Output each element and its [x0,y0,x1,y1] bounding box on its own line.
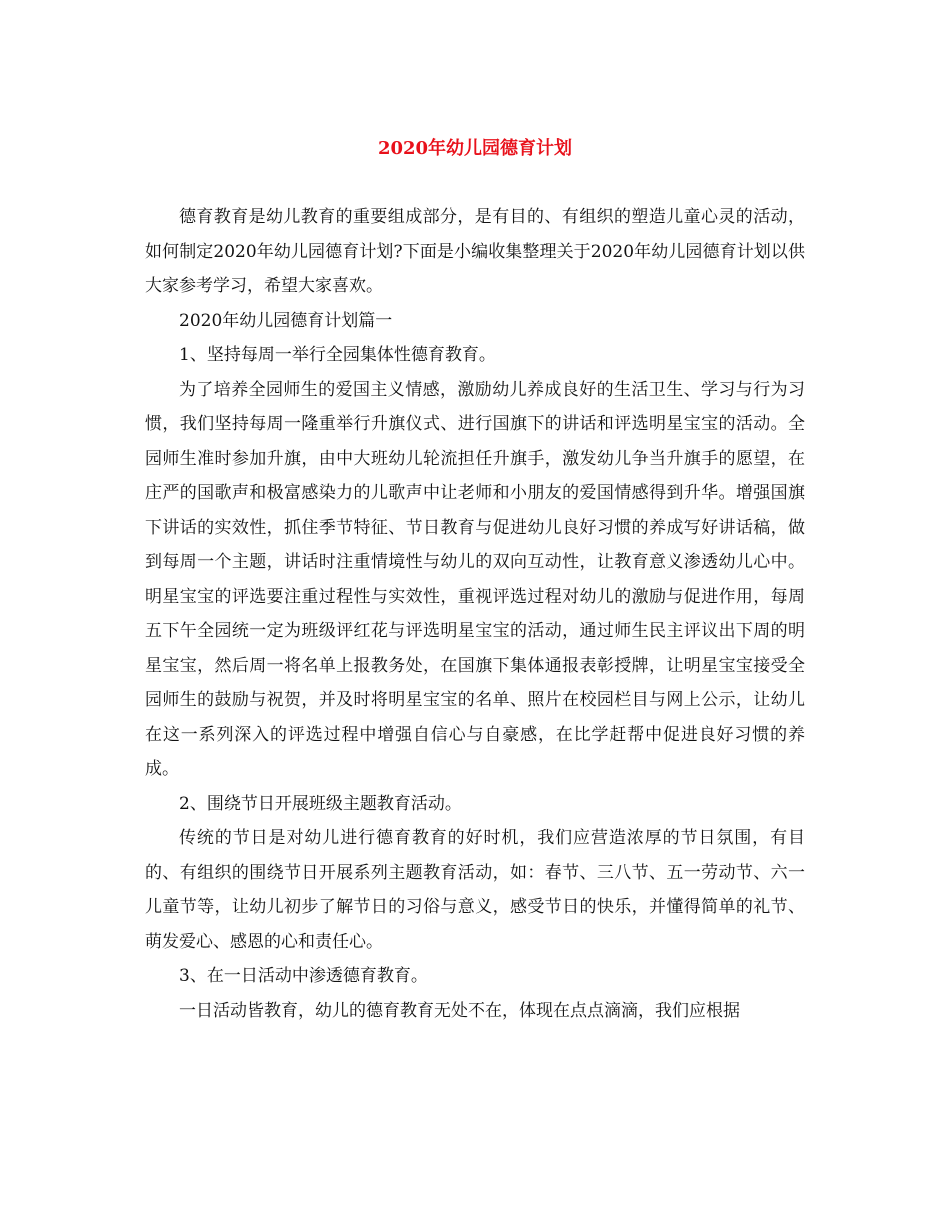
paragraph-section-heading: 2020年幼儿园德育计划篇一 [179,310,393,331]
document-body [145,200,805,1028]
paragraph-item-3-body: 一日活动皆教育，幼儿的德育教育无处不在，体现在点点滴滴，我们应根据 [179,1000,740,1021]
document-title: 2020年幼儿园德育计划 [377,138,573,159]
paragraph-item-1-body: 为了培养全园师生的爱国主义情感，激励幼儿养成良好的生活卫生、学习与行为习惯，我们坚持每周一隆重举行升旗仪式、进行国旗下的讲话和评选明星宝宝的活动。全园师生准时参加升旗，由中大班幼儿轮流担任升旗手，激发幼儿争当升旗手的愿望，在庄严的国歌声和极富感染力的儿歌声中让老师和小朋友的爱国情感得到升华。增强国旗下讲话的实效性，抓住季节特征、节日教育与促进幼儿良好习惯的养成写好讲话稿，做到每周一个主题，讲话时注重情境性与幼儿的双向互动性，让教育意义渗透幼儿心中。明星宝宝的评选要注重过程性与实效性，重视评选过程对幼儿的激励与促进作用，每周五下午全园统一定为班级评红花与评选明星宝宝的活动，通过师生民主评议出下周的明星宝宝，然后周一将名单上报教务处，在国旗下集体通报表彰授牌，让明星宝宝接受全园师生的鼓励与祝贺，并及时将明星宝宝的名单、照片在校园栏目与网上公示，让幼儿在这一系列深入的评选过程中增强自信心与自豪感，在比学赶帮中促进良好习惯的养成。 [145,379,805,779]
paragraph-intro: 德育教育是幼儿教育的重要组成部分，是有目的、有组织的塑造儿童心灵的活动，如何制定2020年幼儿园德育计划?下面是小编收集整理关于2020年幼儿园德育计划以供大家参考学习，希望大家喜欢。 [145,207,805,296]
paragraph-item-1-heading: 1、坚持每周一举行全园集体性德育教育。 [179,345,496,365]
paragraph-item-3-heading: 3、在一日活动中渗透德育教育。 [179,966,428,986]
paragraph-item-2-heading: 2、围绕节日开展班级主题教育活动。 [179,793,462,814]
paragraph-item-2-body: 传统的节日是对幼儿进行德育教育的好时机，我们应营造浓厚的节日氛围，有目的、有组织的围绕节日开展系列主题教育活动，如：春节、三八节、五一劳动节、六一儿童节等，让幼儿初步了解节日的习俗与意义，感受节日的快乐，并懂得简单的礼节、萌发爱心、感恩的心和责任心。 [145,828,805,952]
